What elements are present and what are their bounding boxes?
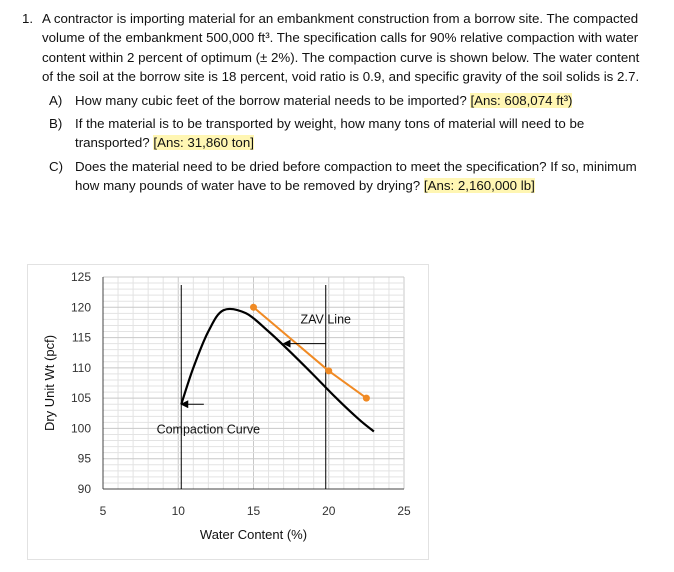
question-part-a <box>49 91 652 110</box>
part-answer: [Ans: 31,860 ton] <box>153 135 254 151</box>
x-tick-label: 25 <box>397 504 411 518</box>
zav-point <box>325 367 332 374</box>
problem-number: 1. <box>22 11 34 26</box>
y-tick-label: 90 <box>77 482 91 496</box>
label-layer <box>42 270 411 542</box>
x-tick-label: 20 <box>322 504 336 518</box>
part-label: A) <box>49 92 63 108</box>
problem-stem: A contractor is importing material for an embankment construction from a borrow site. The compacted volume of the embankment 500,000 ft³. The specification calls for 90% relative compaction with water content within 2 percent of optimum (± 2%). The compaction curve is shown below. The water content of the soil at the borrow site is 18 percent, void ratio is 0.9, and specific gravity of the soil solids is 2.7. <box>42 11 640 85</box>
part-answer: [Ans: 608,074 ft³) <box>470 92 573 108</box>
part-question: Does the material need to be dried before compaction to meet the specification? If so, minimum how many pounds of water have to be removed by drying? <box>75 158 637 194</box>
y-tick-label: 105 <box>70 391 91 406</box>
x-tick-label: 5 <box>99 504 107 518</box>
part-question: If the material is to be transported by weight, how many tons of material will need to be transported? <box>75 116 585 151</box>
y-tick-label: 110 <box>71 360 91 375</box>
y-tick-label: 115 <box>71 330 91 345</box>
part-answer: [Ans: 2,160,000 lb] <box>423 178 535 194</box>
zav-point <box>363 395 370 402</box>
question-part-c <box>49 157 652 196</box>
x-tick-label: 15 <box>246 504 261 518</box>
x-tick-label: 10 <box>171 504 185 518</box>
annotation-label: Compaction Curve <box>156 422 261 437</box>
annotation-label: ZAV Line <box>300 312 351 327</box>
compaction-chart <box>27 264 429 560</box>
part-question: How many cubic feet of the borrow material needs to be imported? <box>75 92 467 108</box>
y-tick-label: 95 <box>77 451 91 466</box>
y-tick-label: 125 <box>70 270 91 284</box>
x-axis-title: Water Content (%) <box>199 527 308 542</box>
part-label: C) <box>49 158 64 174</box>
y-tick-label: 120 <box>70 300 91 315</box>
part-label: B) <box>49 116 63 132</box>
y-tick-label: 100 <box>70 421 91 436</box>
chart-canvas <box>28 265 428 559</box>
question-part-b <box>49 114 652 153</box>
zav-point <box>250 304 257 311</box>
problem-statement <box>22 9 652 196</box>
y-axis-title: Dry Unit Wt (pcf) <box>42 334 57 432</box>
